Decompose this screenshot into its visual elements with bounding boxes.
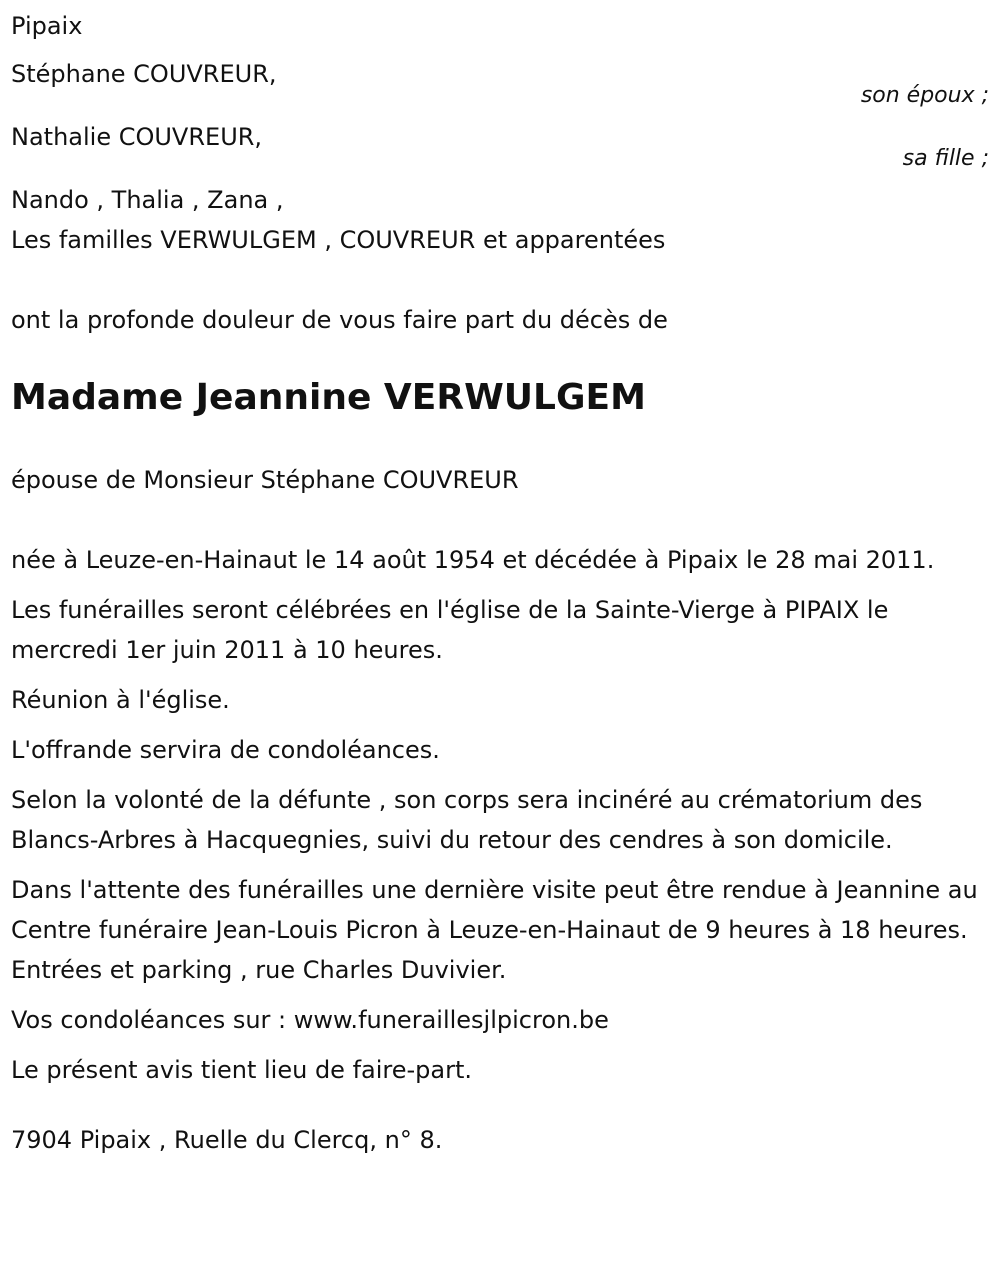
deceased-name: Madame Jeannine VERWULGEM	[11, 377, 646, 418]
grandchildren: Nando , Thalia , Zana ,	[11, 186, 284, 214]
family-member-spouse	[11, 54, 991, 117]
condolences-link-text: Vos condoléances sur : www.funeraillesjlpicron.be	[11, 1006, 609, 1034]
notice-paragraph: Selon la volonté de la défunte , son corps sera incinéré au crématorium des Blancs-Arbres à Hacquegnies, suivi du retour des cendres à son domicile.	[11, 786, 923, 854]
notice-body	[11, 540, 991, 1090]
notice-paragraph: Réunion à l'église.	[11, 686, 230, 714]
notice-paragraph: née à Leuze-en-Hainaut le 14 août 1954 et décédée à Pipaix le 28 mai 2011.	[11, 546, 935, 574]
obituary-notice	[11, 6, 991, 1160]
location: Pipaix	[11, 12, 83, 40]
family-member-relation: son époux ;	[860, 83, 989, 108]
intro-text: ont la profonde douleur de vous faire part du décès de	[11, 306, 668, 334]
family-member-name: Nathalie COUVREUR,	[11, 123, 263, 151]
family-member-relation: sa fille ;	[902, 146, 989, 171]
address: 7904 Pipaix , Ruelle du Clercq, n° 8.	[11, 1126, 443, 1154]
family-member-daughter	[11, 117, 991, 180]
spouse-line: épouse de Monsieur Stéphane COUVREUR	[11, 466, 519, 494]
notice-paragraph: Les funérailles seront célébrées en l'église de la Sainte-Vierge à PIPAIX le mercredi 1er juin 2011 à 10 heures.	[11, 596, 889, 664]
notice-paragraph: L'offrande servira de condoléances.	[11, 736, 440, 764]
families: Les familles VERWULGEM , COUVREUR et apparentées	[11, 226, 666, 254]
notice-paragraph: Le présent avis tient lieu de faire-part.	[11, 1056, 473, 1084]
family-member-name: Stéphane COUVREUR,	[11, 60, 277, 88]
notice-paragraph: Dans l'attente des funérailles une dernière visite peut être rendue à Jeannine au Centre funéraire Jean-Louis Picron à Leuze-en-Hainaut de 9 heures à 18 heures. Entrées et parking , rue Charles Duvivier.	[11, 876, 978, 984]
